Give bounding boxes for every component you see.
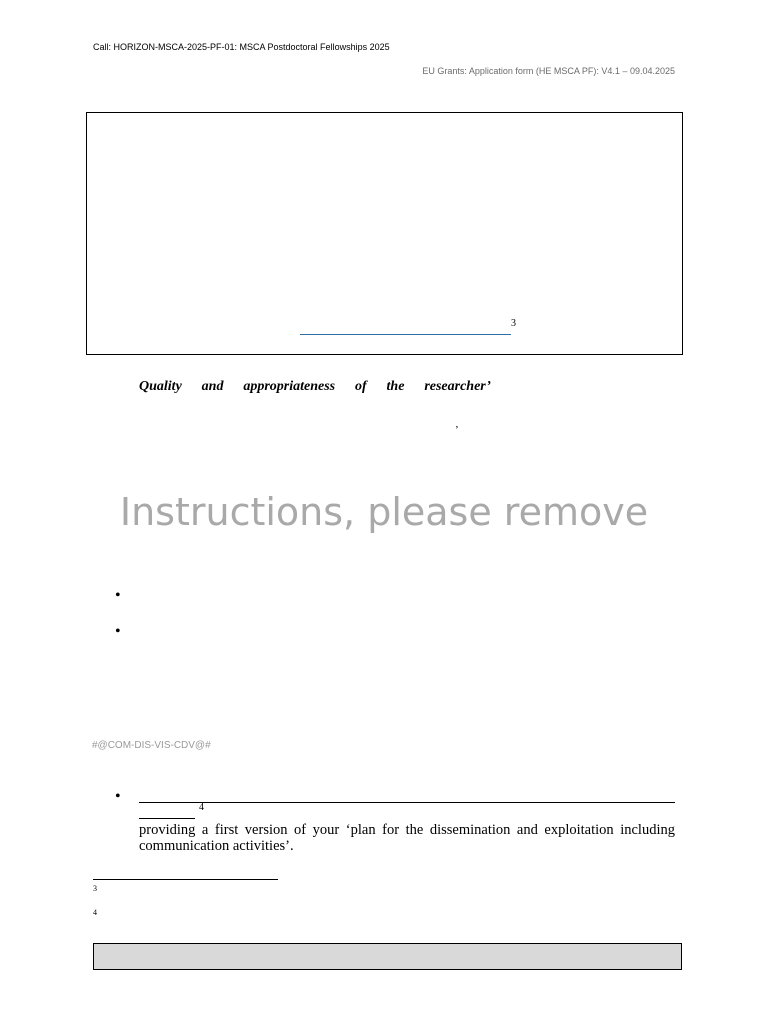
heading-word: the (386, 379, 405, 394)
heading-word: appropriateness (243, 379, 336, 394)
heading-word: and (201, 379, 224, 394)
box-footnote-ref: 3 (511, 318, 516, 329)
stray-apostrophe: ’ (455, 424, 459, 436)
heading-word: of (355, 379, 367, 394)
header-form-version: EU Grants: Application form (HE MSCA PF): V4.1 – 09.04.2025 (422, 66, 675, 76)
shaded-bar (93, 943, 682, 970)
bullet-point: • (115, 623, 121, 640)
section-tag: #@COM-DIS-VIS-CDV@# (92, 740, 211, 751)
bullet-point: • (115, 587, 121, 604)
heading-word: Quality (139, 379, 182, 394)
header-call-title: Call: HORIZON-MSCA-2025-PF-01: MSCA Postdoctoral Fellowships 2025 (93, 42, 390, 52)
instructions-watermark: Instructions, please remove (119, 490, 649, 534)
instruction-box (86, 112, 683, 355)
underline-short (139, 818, 195, 819)
dissemination-text: providing a first version of your ‘plan for the dissemination and exploitation including communication activities’. (139, 822, 675, 854)
footnote-4: 4 (93, 908, 97, 917)
footnote-3: 3 (93, 884, 97, 893)
dissemination-footnote-ref: 4 (199, 802, 204, 813)
section-heading (139, 379, 491, 395)
underline-long (139, 802, 675, 803)
footnote-separator (93, 879, 278, 880)
heading-word: researcher’ (424, 379, 491, 394)
box-link-underline (300, 334, 511, 335)
bullet-point: • (115, 788, 121, 805)
